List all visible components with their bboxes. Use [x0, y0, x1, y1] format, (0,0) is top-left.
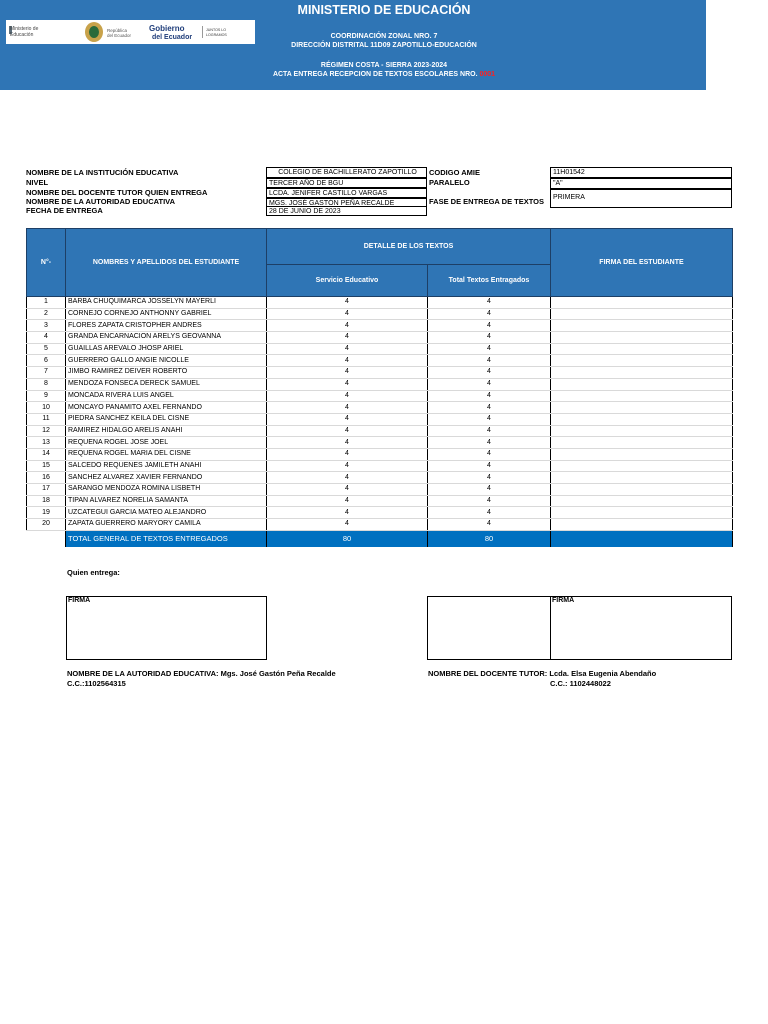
table-row	[27, 367, 733, 379]
student-name: RAMIREZ HIDALGO ARELIS ANAHI	[66, 425, 267, 437]
total-count: 4	[428, 343, 551, 355]
servicio-count: 4	[267, 402, 428, 414]
row-number: 7	[27, 367, 66, 379]
col-name-header: NOMBRES Y APELLIDOS DEL ESTUDIANTE	[66, 229, 267, 297]
total-count: 4	[428, 448, 551, 460]
header-banner	[0, 0, 706, 90]
district-line: DIRECCIÓN DISTRITAL 11D09 ZAPOTILLO-EDUCACIÓN	[291, 42, 477, 49]
row-number: 14	[27, 448, 66, 460]
total-count: 4	[428, 519, 551, 531]
table-row	[27, 402, 733, 414]
paralelo-field: "A"	[550, 178, 732, 189]
row-number: 6	[27, 355, 66, 367]
teacher-signature-cc: C.C.: 1102448022	[550, 679, 611, 688]
servicio-count: 4	[267, 495, 428, 507]
student-signature-cell	[551, 308, 733, 320]
institution-field: COLEGIO DE BACHILLERATO ZAPOTILLO	[266, 167, 427, 178]
student-name: BARBA CHUQUIMARCA JOSSELYN MAYERLI	[66, 297, 267, 309]
student-signature-cell	[551, 448, 733, 460]
student-name: MENDOZA FONSECA DERECK SAMUEL	[66, 378, 267, 390]
svg-text:Educación: Educación	[10, 32, 34, 38]
row-number: 4	[27, 332, 66, 344]
total-count: 4	[428, 460, 551, 472]
servicio-count: 4	[267, 425, 428, 437]
row-number: 18	[27, 495, 66, 507]
row-number: 11	[27, 413, 66, 425]
table-row	[27, 343, 733, 355]
student-name: CORNEJO CORNEJO ANTHONNY GABRIEL	[66, 308, 267, 320]
date-field: 28 DE JUNIO DE 2023	[266, 207, 427, 216]
signature-box-left	[66, 596, 267, 660]
authority-signature-name: NOMBRE DE LA AUTORIDAD EDUCATIVA: Mgs. José Gastón Peña Recalde	[67, 669, 336, 678]
acta-number: 0001	[479, 71, 496, 78]
row-number: 8	[27, 378, 66, 390]
total-count: 4	[428, 413, 551, 425]
total-count: 4	[428, 320, 551, 332]
authority-label: NOMBRE DE LA AUTORIDAD EDUCATIVA	[26, 197, 176, 206]
total-count: 4	[428, 355, 551, 367]
svg-text:República: República	[107, 28, 128, 33]
total-count: 4	[428, 425, 551, 437]
col-detail-header: DETALLE DE LOS TEXTOS	[267, 229, 551, 265]
paralelo-label: PARALELO	[429, 178, 470, 187]
row-number: 16	[27, 472, 66, 484]
svg-text:del Ecuador: del Ecuador	[107, 33, 132, 38]
student-name: GUAILLAS AREVALO JHOSP ARIEL	[66, 343, 267, 355]
amie-label: CODIGO AMIE	[429, 168, 480, 177]
institution-label: NOMBRE DE LA INSTITUCIÓN EDUCATIVA	[26, 168, 179, 177]
total-count: 4	[428, 367, 551, 379]
student-name: PIEDRA SANCHEZ KEILA DEL CISNE	[66, 413, 267, 425]
row-number: 13	[27, 437, 66, 449]
table-row	[27, 297, 733, 309]
table-row	[27, 437, 733, 449]
col-servicio-header: Servicio Educativo	[267, 265, 428, 297]
student-signature-cell	[551, 460, 733, 472]
student-signature-cell	[551, 437, 733, 449]
fase-field: PRIMERA	[550, 189, 732, 208]
row-number: 20	[27, 519, 66, 531]
total-count: 4	[428, 484, 551, 496]
student-name: GUERRERO GALLO ANGIE NICOLLE	[66, 355, 267, 367]
firma-right-label: FIRMA	[552, 597, 575, 604]
student-name: JIMBO RAMIREZ DEIVER ROBERTO	[66, 367, 267, 379]
student-name: ZAPATA GUERRERO MARYORY CAMILA	[66, 519, 267, 531]
table-row	[27, 448, 733, 460]
student-name: SANCHEZ ALVAREZ XAVIER FERNANDO	[66, 472, 267, 484]
student-name: REQUENA ROGEL JOSE JOEL	[66, 437, 267, 449]
student-signature-cell	[551, 495, 733, 507]
total-count: 4	[428, 437, 551, 449]
servicio-count: 4	[267, 343, 428, 355]
total-count: 4	[428, 495, 551, 507]
servicio-count: 4	[267, 378, 428, 390]
table-row	[27, 390, 733, 402]
regime-line: RÉGIMEN COSTA - SIERRA 2023-2024	[320, 62, 448, 69]
student-signature-cell	[551, 297, 733, 309]
logo-graphic	[6, 20, 255, 44]
servicio-count: 4	[267, 507, 428, 519]
servicio-count: 4	[267, 367, 428, 379]
servicio-count: 4	[267, 460, 428, 472]
student-name: MONCADA RIVERA LUIS ANGEL	[66, 390, 267, 402]
student-name: REQUENA ROGEL MARIA DEL CISNE	[66, 448, 267, 460]
row-number: 15	[27, 460, 66, 472]
col-total-header: Total Textos Entragados	[428, 265, 551, 297]
teacher-signature-name: NOMBRE DEL DOCENTE TUTOR: Lcda. Elsa Eugenia Abendaño	[428, 669, 657, 678]
authority-signature-cc: C.C.:1102564315	[67, 679, 126, 688]
total-count: 4	[428, 507, 551, 519]
servicio-count: 4	[267, 332, 428, 344]
svg-text:Ministerio de: Ministerio de	[10, 26, 39, 32]
student-signature-cell	[551, 320, 733, 332]
student-signature-cell	[551, 413, 733, 425]
servicio-count: 4	[267, 355, 428, 367]
servicio-count: 4	[267, 413, 428, 425]
total-total: 80	[428, 530, 551, 547]
total-servicio: 80	[267, 530, 428, 547]
firma-left-label: FIRMA	[68, 597, 91, 604]
signature-box-right	[427, 596, 732, 660]
student-name: GRANDA ENCARNACION ARELYS GEOVANNA	[66, 332, 267, 344]
level-label: NIVEL	[26, 178, 49, 187]
authority-field: MGS. JOSÉ GASTÓN PEÑA RECALDE	[266, 198, 427, 207]
table-row	[27, 484, 733, 496]
student-name: MONCAYO PANAMITO AXEL FERNANDO	[66, 402, 267, 414]
table-row	[27, 472, 733, 484]
coordination-line: COORDINACIÓN ZONAL NRO. 7	[330, 33, 438, 40]
table-row	[27, 507, 733, 519]
row-number: 17	[27, 484, 66, 496]
servicio-count: 4	[267, 437, 428, 449]
servicio-count: 4	[267, 308, 428, 320]
row-number: 1	[27, 297, 66, 309]
total-count: 4	[428, 308, 551, 320]
table-row	[27, 332, 733, 344]
servicio-count: 4	[267, 320, 428, 332]
total-count: 4	[428, 390, 551, 402]
table-row	[27, 495, 733, 507]
table-row	[27, 320, 733, 332]
student-signature-cell	[551, 390, 733, 402]
row-number: 9	[27, 390, 66, 402]
row-number: 3	[27, 320, 66, 332]
student-signature-cell	[551, 355, 733, 367]
svg-text:JUNTOS LO: JUNTOS LO	[206, 28, 227, 32]
amie-field: 11H01542	[550, 167, 732, 178]
servicio-count: 4	[267, 297, 428, 309]
servicio-count: 4	[267, 390, 428, 402]
level-field: TERCER AÑO DE BGU	[266, 178, 427, 188]
servicio-count: 4	[267, 472, 428, 484]
student-name: UZCATEGUI GARCIA MATEO ALEJANDRO	[66, 507, 267, 519]
servicio-count: 4	[267, 519, 428, 531]
row-number: 5	[27, 343, 66, 355]
col-firma-header: FIRMA DEL ESTUDIANTE	[551, 229, 733, 297]
teacher-field: LCDA. JENIFER CASTILLO VARGAS	[266, 188, 427, 198]
table-row	[27, 519, 733, 531]
servicio-count: 4	[267, 484, 428, 496]
student-signature-cell	[551, 343, 733, 355]
student-signature-cell	[551, 425, 733, 437]
student-signature-cell	[551, 507, 733, 519]
acta-title: ACTA ENTREGA RECEPCION DE TEXTOS ESCOLARES NRO.	[272, 71, 478, 78]
total-count: 4	[428, 297, 551, 309]
table-row	[27, 413, 733, 425]
government-logo	[6, 20, 255, 44]
total-count: 4	[428, 332, 551, 344]
student-name: FLORES ZAPATA CRISTOPHER ANDRES	[66, 320, 267, 332]
total-label: TOTAL GENERAL DE TEXTOS ENTREGADOS	[66, 530, 267, 547]
servicio-count: 4	[267, 448, 428, 460]
student-name: SARANGO MENDOZA ROMINA LISBETH	[66, 484, 267, 496]
total-count: 4	[428, 378, 551, 390]
student-signature-cell	[551, 484, 733, 496]
student-signature-cell	[551, 332, 733, 344]
fase-label: FASE DE ENTREGA DE TEXTOS	[429, 197, 545, 206]
table-row	[27, 308, 733, 320]
ministry-title: MINISTERIO DE EDUCACIÓN	[297, 3, 471, 17]
col-number-header: N°-	[27, 229, 66, 297]
student-name: TIPAN ALVAREZ NORELIA SAMANTA	[66, 495, 267, 507]
table-row	[27, 425, 733, 437]
table-row	[27, 378, 733, 390]
svg-text:LOGRAMOS: LOGRAMOS	[206, 33, 227, 37]
total-count: 4	[428, 402, 551, 414]
table-row	[27, 355, 733, 367]
student-signature-cell	[551, 378, 733, 390]
students-table	[26, 228, 733, 547]
student-signature-cell	[551, 402, 733, 414]
row-number: 10	[27, 402, 66, 414]
row-number: 2	[27, 308, 66, 320]
student-signature-cell	[551, 367, 733, 379]
acta-line	[0, 71, 768, 78]
svg-text:del Ecuador: del Ecuador	[152, 34, 193, 41]
student-name: SALCEDO REQUENES JAMILETH ANAHI	[66, 460, 267, 472]
table-row	[27, 460, 733, 472]
row-number: 12	[27, 425, 66, 437]
row-number: 19	[27, 507, 66, 519]
teacher-label: NOMBRE DEL DOCENTE TUTOR QUIEN ENTREGA	[26, 188, 208, 197]
date-label: FECHA DE ENTREGA	[26, 206, 103, 215]
student-signature-cell	[551, 519, 733, 531]
total-count: 4	[428, 472, 551, 484]
total-row	[27, 530, 733, 547]
student-signature-cell	[551, 472, 733, 484]
svg-text:Gobierno: Gobierno	[149, 24, 185, 33]
quien-entrega-label: Quien entrega:	[67, 568, 120, 577]
